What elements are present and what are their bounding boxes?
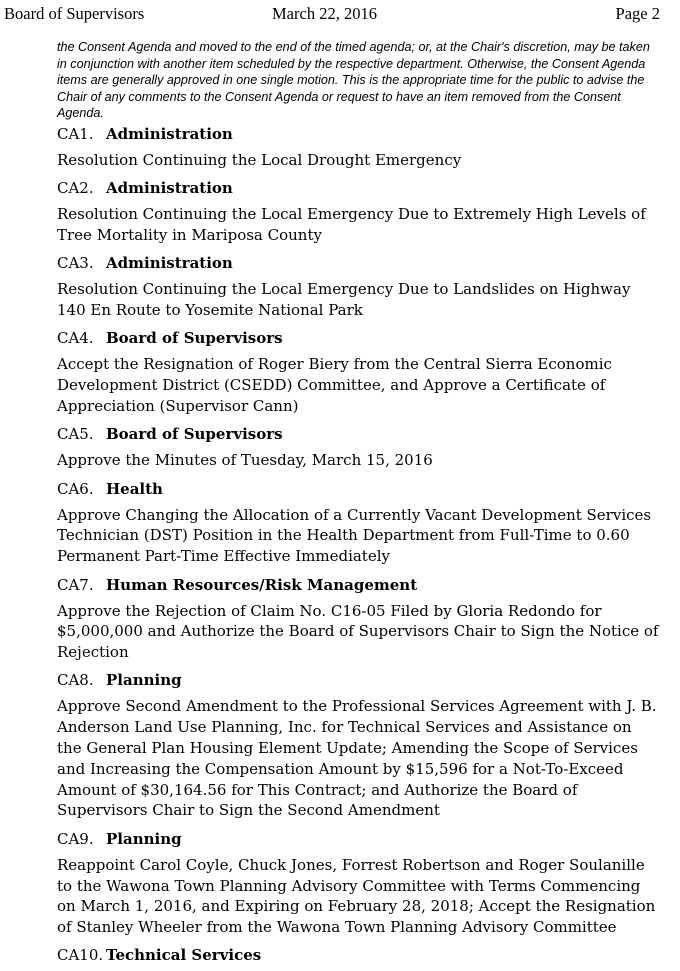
item-heading xyxy=(57,253,659,273)
item-description: Approve Second Amendment to the Professional Services Agreement with J. B. Anderson Land Use Planning, Inc. for Technical Services and Assistance on the General Plan Housing Element Update; Amending the Scope of Services and Increasing the Compensation Amount by $15,596 for a Not-To-Exceed Amount of $30,164.56 for This Contract; and Authorize the Board of Supervisors Chair to Sign the Second Amendment xyxy=(57,697,657,820)
item-number: CA2. xyxy=(57,179,94,198)
item-description: Resolution Continuing the Local Emergency Due to Extremely High Levels of Tree Mortality in Mariposa County xyxy=(57,205,646,245)
item-department: Board of Supervisors xyxy=(106,329,283,348)
consent-agenda-items xyxy=(57,124,659,971)
header-page-number: Page 2 xyxy=(615,4,660,23)
agenda-item-ca6 xyxy=(57,479,659,567)
item-heading xyxy=(57,124,659,144)
agenda-item-ca2 xyxy=(57,178,659,246)
item-description: Reappoint Carol Coyle, Chuck Jones, Forrest Robertson and Roger Soulanille to the Wawona Town Planning Advisory Committee with Terms Commencing on March 1, 2016, and Expiring on February 28, 2018; Accept the Resignation of Stanley Wheeler from the Wawona Town Planning Advisory Committee xyxy=(57,855,656,937)
agenda-item-ca10 xyxy=(57,945,659,965)
item-heading xyxy=(57,479,659,499)
item-heading xyxy=(57,945,659,965)
item-heading xyxy=(57,178,659,198)
agenda-item-ca7 xyxy=(57,575,659,663)
item-number: CA3. xyxy=(57,254,94,273)
agenda-item-ca4 xyxy=(57,328,659,416)
item-heading xyxy=(57,424,659,444)
item-department: Health xyxy=(106,479,163,498)
item-number: CA4. xyxy=(57,329,94,348)
item-number: CA1. xyxy=(57,125,94,143)
item-department: Administration xyxy=(106,254,233,273)
item-description: Resolution Continuing the Local Emergency Due to Landslides on Highway 140 En Route to Yosemite National Park xyxy=(57,280,631,320)
item-heading xyxy=(57,328,659,348)
agenda-item-ca5 xyxy=(57,424,659,471)
item-department: Administration xyxy=(106,125,233,143)
item-department: Administration xyxy=(106,179,233,198)
item-number: CA7. xyxy=(57,575,94,594)
item-heading xyxy=(57,829,659,849)
agenda-item-ca1 xyxy=(57,124,659,171)
item-department: Technical Services xyxy=(106,946,262,965)
item-department: Planning xyxy=(106,671,182,690)
page-header xyxy=(0,4,680,26)
item-department: Human Resources/Risk Management xyxy=(106,575,418,594)
item-number: CA8. xyxy=(57,671,94,690)
agenda-item-ca3 xyxy=(57,253,659,321)
item-heading xyxy=(57,575,659,595)
item-department: Board of Supervisors xyxy=(106,425,283,444)
item-description: Approve the Minutes of Tuesday, March 15, 2016 xyxy=(57,451,433,470)
agenda-item-ca9 xyxy=(57,829,659,938)
item-number: CA10. xyxy=(57,946,104,965)
item-number: CA6. xyxy=(57,479,94,498)
header-board-name: Board of Supervisors xyxy=(4,4,145,23)
agenda-item-ca8 xyxy=(57,670,659,821)
item-department: Planning xyxy=(106,829,182,848)
item-heading xyxy=(57,670,659,690)
item-description: Approve Changing the Allocation of a Currently Vacant Development Services Technician (DST) Position in the Health Department from Full-Time to 0.60 Permanent Part-Time Effective Immediately xyxy=(57,505,652,566)
item-description: Approve the Rejection of Claim No. C16-05 Filed by Gloria Redondo for $5,000,000 and Authorize the Board of Supervisors Chair to Sign the Notice of Rejection xyxy=(57,601,659,662)
header-date: March 22, 2016 xyxy=(272,4,377,23)
item-number: CA9. xyxy=(57,829,94,848)
consent-agenda-intro: the Consent Agenda and moved to the end of the timed agenda; or, at the Chair's discretion, may be taken in conjunction with another item scheduled by the respective department. Otherwise, the Consent Agenda items are generally approved in one single motion. This is the appropriate time for the public to advise the Chair of any comments to the Consent Agenda or request to have an item removed from the Consent Agenda. xyxy=(57,40,650,120)
item-number: CA5. xyxy=(57,425,94,444)
item-description: Accept the Resignation of Roger Biery from the Central Sierra Economic Development District (CSEDD) Committee, and Approve a Certificate of Appreciation (Supervisor Cann) xyxy=(57,355,612,416)
item-description: Resolution Continuing the Local Drought Emergency xyxy=(57,151,462,169)
